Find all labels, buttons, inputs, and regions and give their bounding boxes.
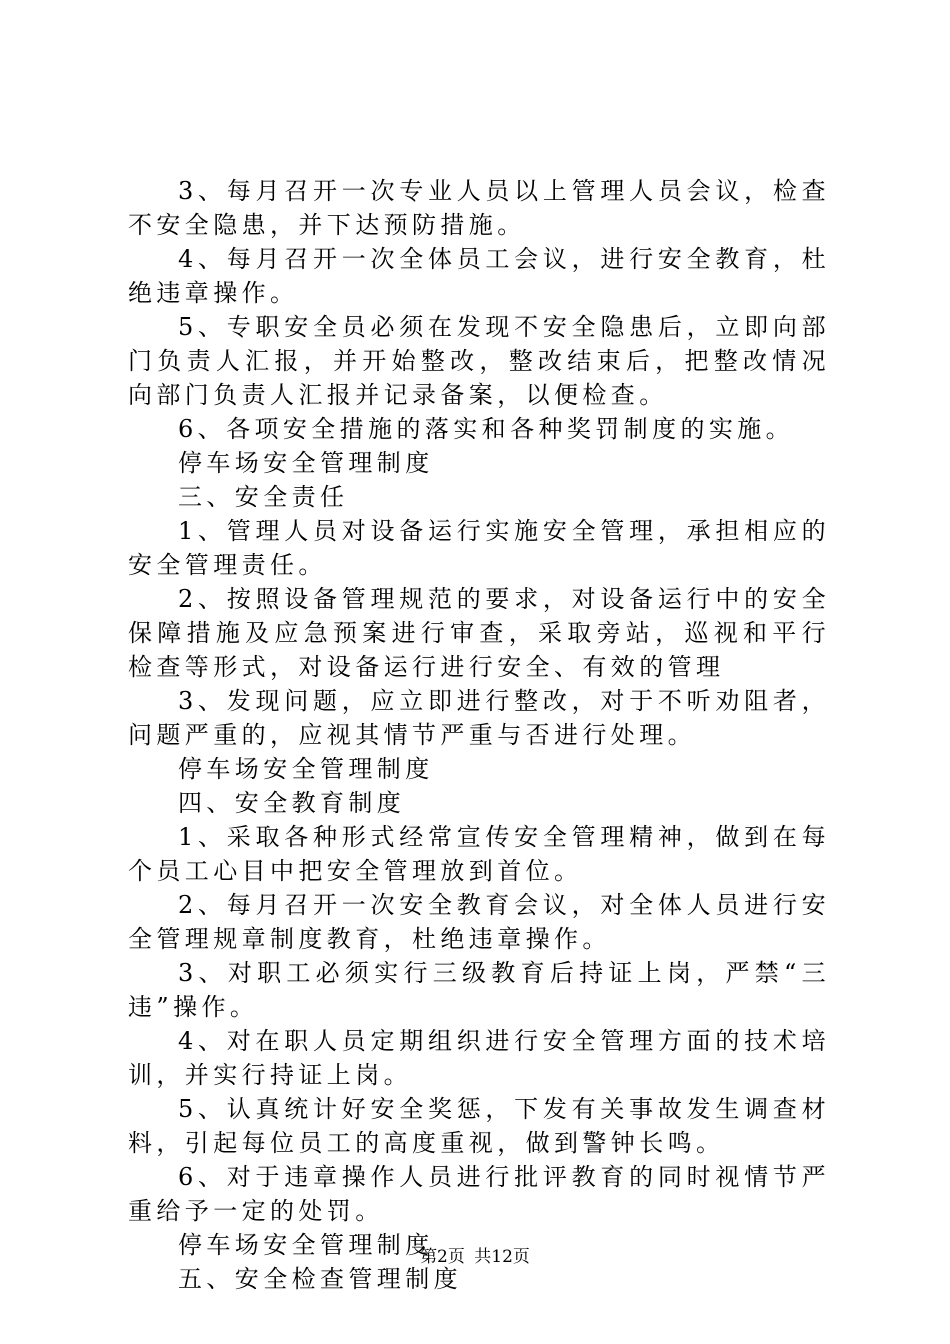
section-title: 停车场安全管理制度: [178, 449, 434, 477]
paragraph: 6、各项安全措施的落实和各种奖罚制度的实施。: [178, 415, 795, 443]
section-heading: 四、安全教育制度: [178, 789, 406, 817]
section-heading: 三、安全责任: [178, 483, 349, 511]
section-title: 停车场安全管理制度: [178, 1231, 434, 1259]
paragraph: 6、对于违章操作人员进行批评教育的同时视情节严重给予一定的处罚。: [128, 1163, 830, 1225]
page-footer: [0, 1242, 950, 1267]
paragraph: 3、对职工必须实行三级教育后持证上岗，严禁“三违”操作。: [128, 959, 830, 1021]
section-heading: 五、安全检查管理制度: [178, 1265, 462, 1293]
paragraph: 4、每月召开一次全体员工会议，进行安全教育，杜绝违章操作。: [128, 245, 830, 307]
paragraph: 3、发现问题，应立即进行整改，对于不听劝阻者，问题严重的，应视其情节严重与否进行处理。: [128, 687, 830, 749]
page-total: 共12页: [474, 1247, 530, 1267]
paragraph: 3、每月召开一次专业人员以上管理人员会议，检查不安全隐患，并下达预防措施。: [128, 177, 830, 239]
document-body: [128, 174, 830, 1296]
paragraph: 5、认真统计好安全奖惩，下发有关事故发生调查材料，引起每位员工的高度重视，做到警钟长鸣。: [128, 1095, 830, 1157]
page-number: 第2页: [420, 1247, 465, 1267]
paragraph: 2、按照设备管理规范的要求，对设备运行中的安全保障措施及应急预案进行审查，采取旁站，巡视和平行检查等形式，对设备运行进行安全、有效的管理: [128, 585, 830, 681]
section-title: 停车场安全管理制度: [178, 755, 434, 783]
paragraph: 4、对在职人员定期组织进行安全管理方面的技术培训，并实行持证上岗。: [128, 1027, 830, 1089]
paragraph: 1、采取各种形式经常宣传安全管理精神，做到在每个员工心目中把安全管理放到首位。: [128, 823, 830, 885]
paragraph: 5、专职安全员必须在发现不安全隐患后，立即向部门负责人汇报，并开始整改，整改结束后，把整改情况向部门负责人汇报并记录备案，以便检查。: [128, 313, 830, 409]
paragraph: 1、管理人员对设备运行实施安全管理，承担相应的安全管理责任。: [128, 517, 830, 579]
paragraph: 2、每月召开一次安全教育会议，对全体人员进行安全管理规章制度教育，杜绝违章操作。: [128, 891, 830, 953]
